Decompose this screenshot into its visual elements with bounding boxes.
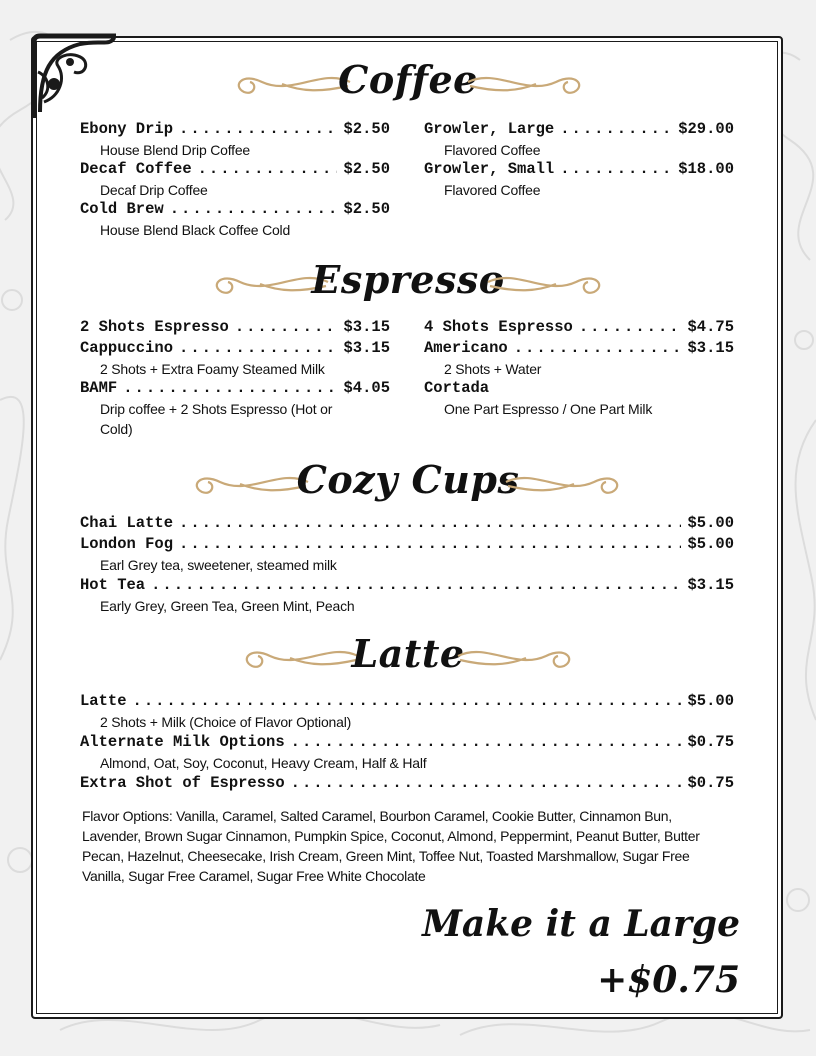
item-price: $3.15 xyxy=(687,339,734,357)
menu-item-ebony-drip xyxy=(80,120,390,160)
item-name: Ebony Drip xyxy=(80,120,174,138)
item-price: $2.50 xyxy=(343,160,390,178)
item-description: Early Grey, Green Tea, Green Mint, Peach xyxy=(100,598,355,614)
latte-title: Latte xyxy=(351,631,465,676)
item-description: Flavored Coffee xyxy=(444,182,541,198)
item-name: Growler, Large xyxy=(424,120,555,138)
item-name: 4 Shots Espresso xyxy=(424,318,573,336)
item-description: One Part Espresso / One Part Milk xyxy=(444,401,653,417)
item-name: Latte xyxy=(80,692,127,710)
menu-item-cortada xyxy=(424,379,734,419)
menu-item-extra-shot xyxy=(80,774,734,794)
cozy-cups-section-header xyxy=(0,452,816,512)
item-name: Americano xyxy=(424,339,508,357)
latte-section-header xyxy=(0,626,816,686)
item-description: Drip coffee + 2 Shots Espresso (Hot or Cold) xyxy=(100,401,333,437)
menu-item-4-shots-espresso xyxy=(424,318,734,338)
item-description: House Blend Drip Coffee xyxy=(100,142,251,158)
item-price: $5.00 xyxy=(687,535,734,553)
item-price: $18.00 xyxy=(678,160,734,178)
menu-item-alternate-milk xyxy=(80,733,734,773)
coffee-title: Coffee xyxy=(338,57,478,102)
flourish-right-icon xyxy=(456,636,586,676)
item-price: $3.15 xyxy=(343,318,390,336)
menu-item-hot-tea xyxy=(80,576,734,616)
item-name: BAMF xyxy=(80,379,118,397)
item-description: Decaf Drip Coffee xyxy=(100,182,208,198)
cozy-cups-title: Cozy Cups xyxy=(296,457,520,502)
espresso-title: Espresso xyxy=(311,257,505,302)
flourish-right-icon xyxy=(486,262,616,302)
item-name: Hot Tea xyxy=(80,576,146,594)
item-name: Decaf Coffee xyxy=(80,160,192,178)
item-price: $5.00 xyxy=(687,692,734,710)
item-price: $3.15 xyxy=(343,339,390,357)
item-price: $4.05 xyxy=(343,379,390,397)
menu-item-decaf-coffee xyxy=(80,160,390,200)
item-price: $29.00 xyxy=(678,120,734,138)
menu-item-latte xyxy=(80,692,734,732)
item-description: House Blend Black Coffee Cold xyxy=(100,222,291,238)
item-name: 2 Shots Espresso xyxy=(80,318,229,336)
item-name: Chai Latte xyxy=(80,514,174,532)
item-price: $0.75 xyxy=(687,733,734,751)
item-name: Extra Shot of Espresso xyxy=(80,774,285,792)
item-name: London Fog xyxy=(80,535,174,553)
item-name: Growler, Small xyxy=(424,160,555,178)
item-description: 2 Shots + Milk (Choice of Flavor Optional) xyxy=(100,714,352,730)
item-description: Flavored Coffee xyxy=(444,142,541,158)
menu-item-bamf xyxy=(80,379,390,439)
item-description: Almond, Oat, Soy, Coconut, Heavy Cream, Half & Half xyxy=(100,755,427,771)
menu-item-cappuccino xyxy=(80,339,390,379)
large-upcharge-note: Make it a Large +$0.75 xyxy=(422,903,740,1001)
item-price: $3.15 xyxy=(687,576,734,594)
espresso-section-header xyxy=(0,252,816,312)
flourish-right-icon xyxy=(504,462,634,502)
item-price: $0.75 xyxy=(687,774,734,792)
item-name: Alternate Milk Options xyxy=(80,733,285,751)
item-name: Cold Brew xyxy=(80,200,164,218)
menu-item-cold-brew xyxy=(80,200,390,240)
item-price: $4.75 xyxy=(687,318,734,336)
item-name: Cortada xyxy=(424,379,490,397)
item-description: 2 Shots + Extra Foamy Steamed Milk xyxy=(100,361,325,377)
coffee-section-header xyxy=(0,52,816,112)
item-description: Earl Grey tea, sweetener, steamed milk xyxy=(100,557,337,573)
menu-item-chai-latte xyxy=(80,514,734,534)
flourish-right-icon xyxy=(466,62,596,102)
menu-item-london-fog xyxy=(80,535,734,575)
flavor-options-text: Flavor Options: Vanilla, Caramel, Salted Caramel, Bourbon Caramel, Cookie Butter, Cinnamon Bun, Lavender, Brown Sugar Cinnamon, Pumpkin Spice, Coconut, Almond, Peppermint, Peanut Butter, Butter Pecan, Hazelnut, Cheesecake, Irish Cream, Green Mint, Toffee Nut, Toasted Marshmallow, Sugar Free Vanilla, Sugar Free Caramel, Sugar Free White Chocolate xyxy=(82,808,700,884)
menu-item-growler-small xyxy=(424,160,734,200)
item-price: $5.00 xyxy=(687,514,734,532)
menu-item-americano xyxy=(424,339,734,379)
item-price: $2.50 xyxy=(343,120,390,138)
item-description: 2 Shots + Water xyxy=(444,361,542,377)
menu-item-growler-large xyxy=(424,120,734,160)
item-price: $2.50 xyxy=(343,200,390,218)
item-name: Cappuccino xyxy=(80,339,174,357)
menu-item-2-shots-espresso xyxy=(80,318,390,338)
